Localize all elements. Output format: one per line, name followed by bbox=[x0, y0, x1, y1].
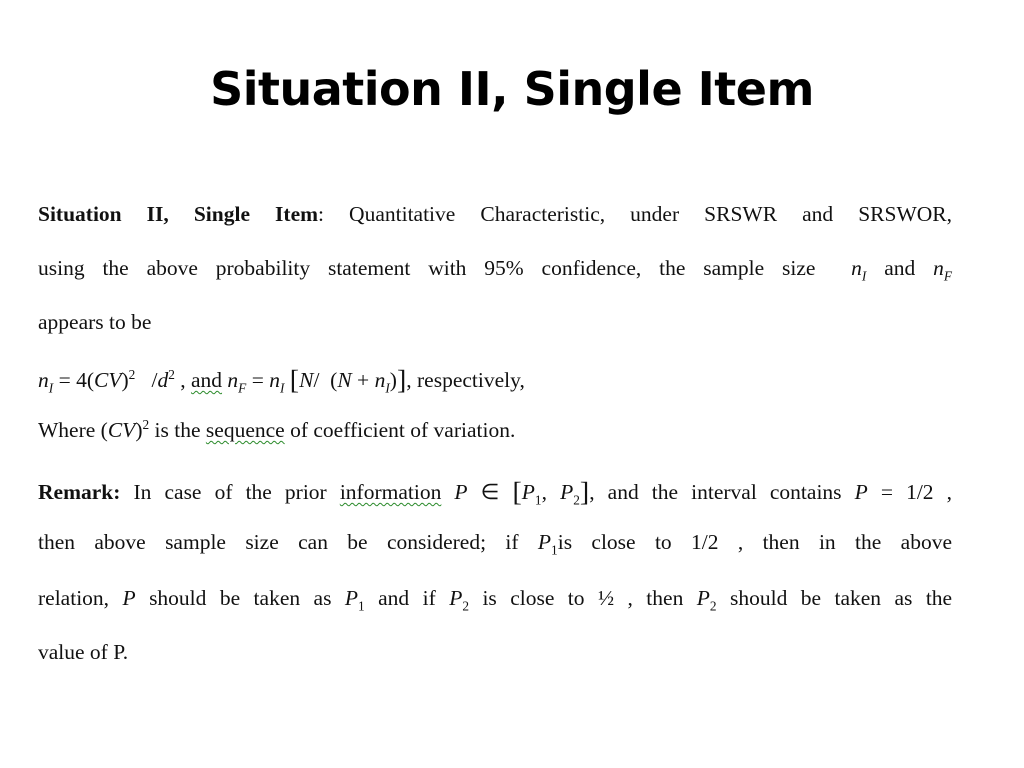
paragraph-line-2: using the above probability statement with 95% confidence, the sample size $n_I$ and $n_F$ bbox=[38, 256, 952, 284]
math-p-half: P bbox=[854, 480, 868, 504]
math-p1: P bbox=[537, 530, 552, 554]
sequence-word: sequence bbox=[205, 418, 285, 442]
remark-line-3: relation, P should be taken as $P_1$ and if $P_2$ is close to ½ , then $P_2$ should be taken as the bbox=[38, 586, 953, 614]
remark-label: Remark: bbox=[38, 480, 121, 504]
section-heading: Situation II, Single Item bbox=[38, 202, 319, 226]
paragraph-line-3: appears to be bbox=[38, 310, 152, 334]
formula-n-f: $n_F = n_I$ [N/ $(N + n_I)$] bbox=[227, 365, 407, 396]
formula-n-i: $n_I = 4(CV)^2$ $/d^2$ bbox=[38, 366, 175, 396]
math-n-f: $n_F$ bbox=[933, 256, 952, 284]
paragraph-line-1: Situation II, Single Item: Quantitative Characteristic, under SRSWR and SRSWOR, bbox=[38, 202, 952, 226]
and-word: and bbox=[190, 368, 223, 392]
math-p-interval: P bbox=[454, 480, 468, 504]
remark-line-4: value of P. bbox=[38, 640, 129, 664]
where-line: Where (CV)$^2$ is the sequence of coefficient of variation. bbox=[38, 416, 516, 442]
remark-line-2: then above sample size can be considered; if $P_1is$ close to 1/2 , then in the above bbox=[38, 530, 952, 558]
slide-title: Situation II, Single Item bbox=[210, 62, 814, 116]
formula-line: $n_I = 4(CV)^2$ $/d^2$ , and $n_F = n_I$ [N/ $(N + n_I)$], respectively, bbox=[38, 365, 525, 396]
remark-line-1: Remark: In case of the prior information P ∈ [$P_1$, $P_2$], and the interval contains P = 1/2 , bbox=[38, 477, 953, 508]
math-n-i: $n_I$ bbox=[851, 256, 867, 284]
information-word: information bbox=[339, 480, 442, 504]
